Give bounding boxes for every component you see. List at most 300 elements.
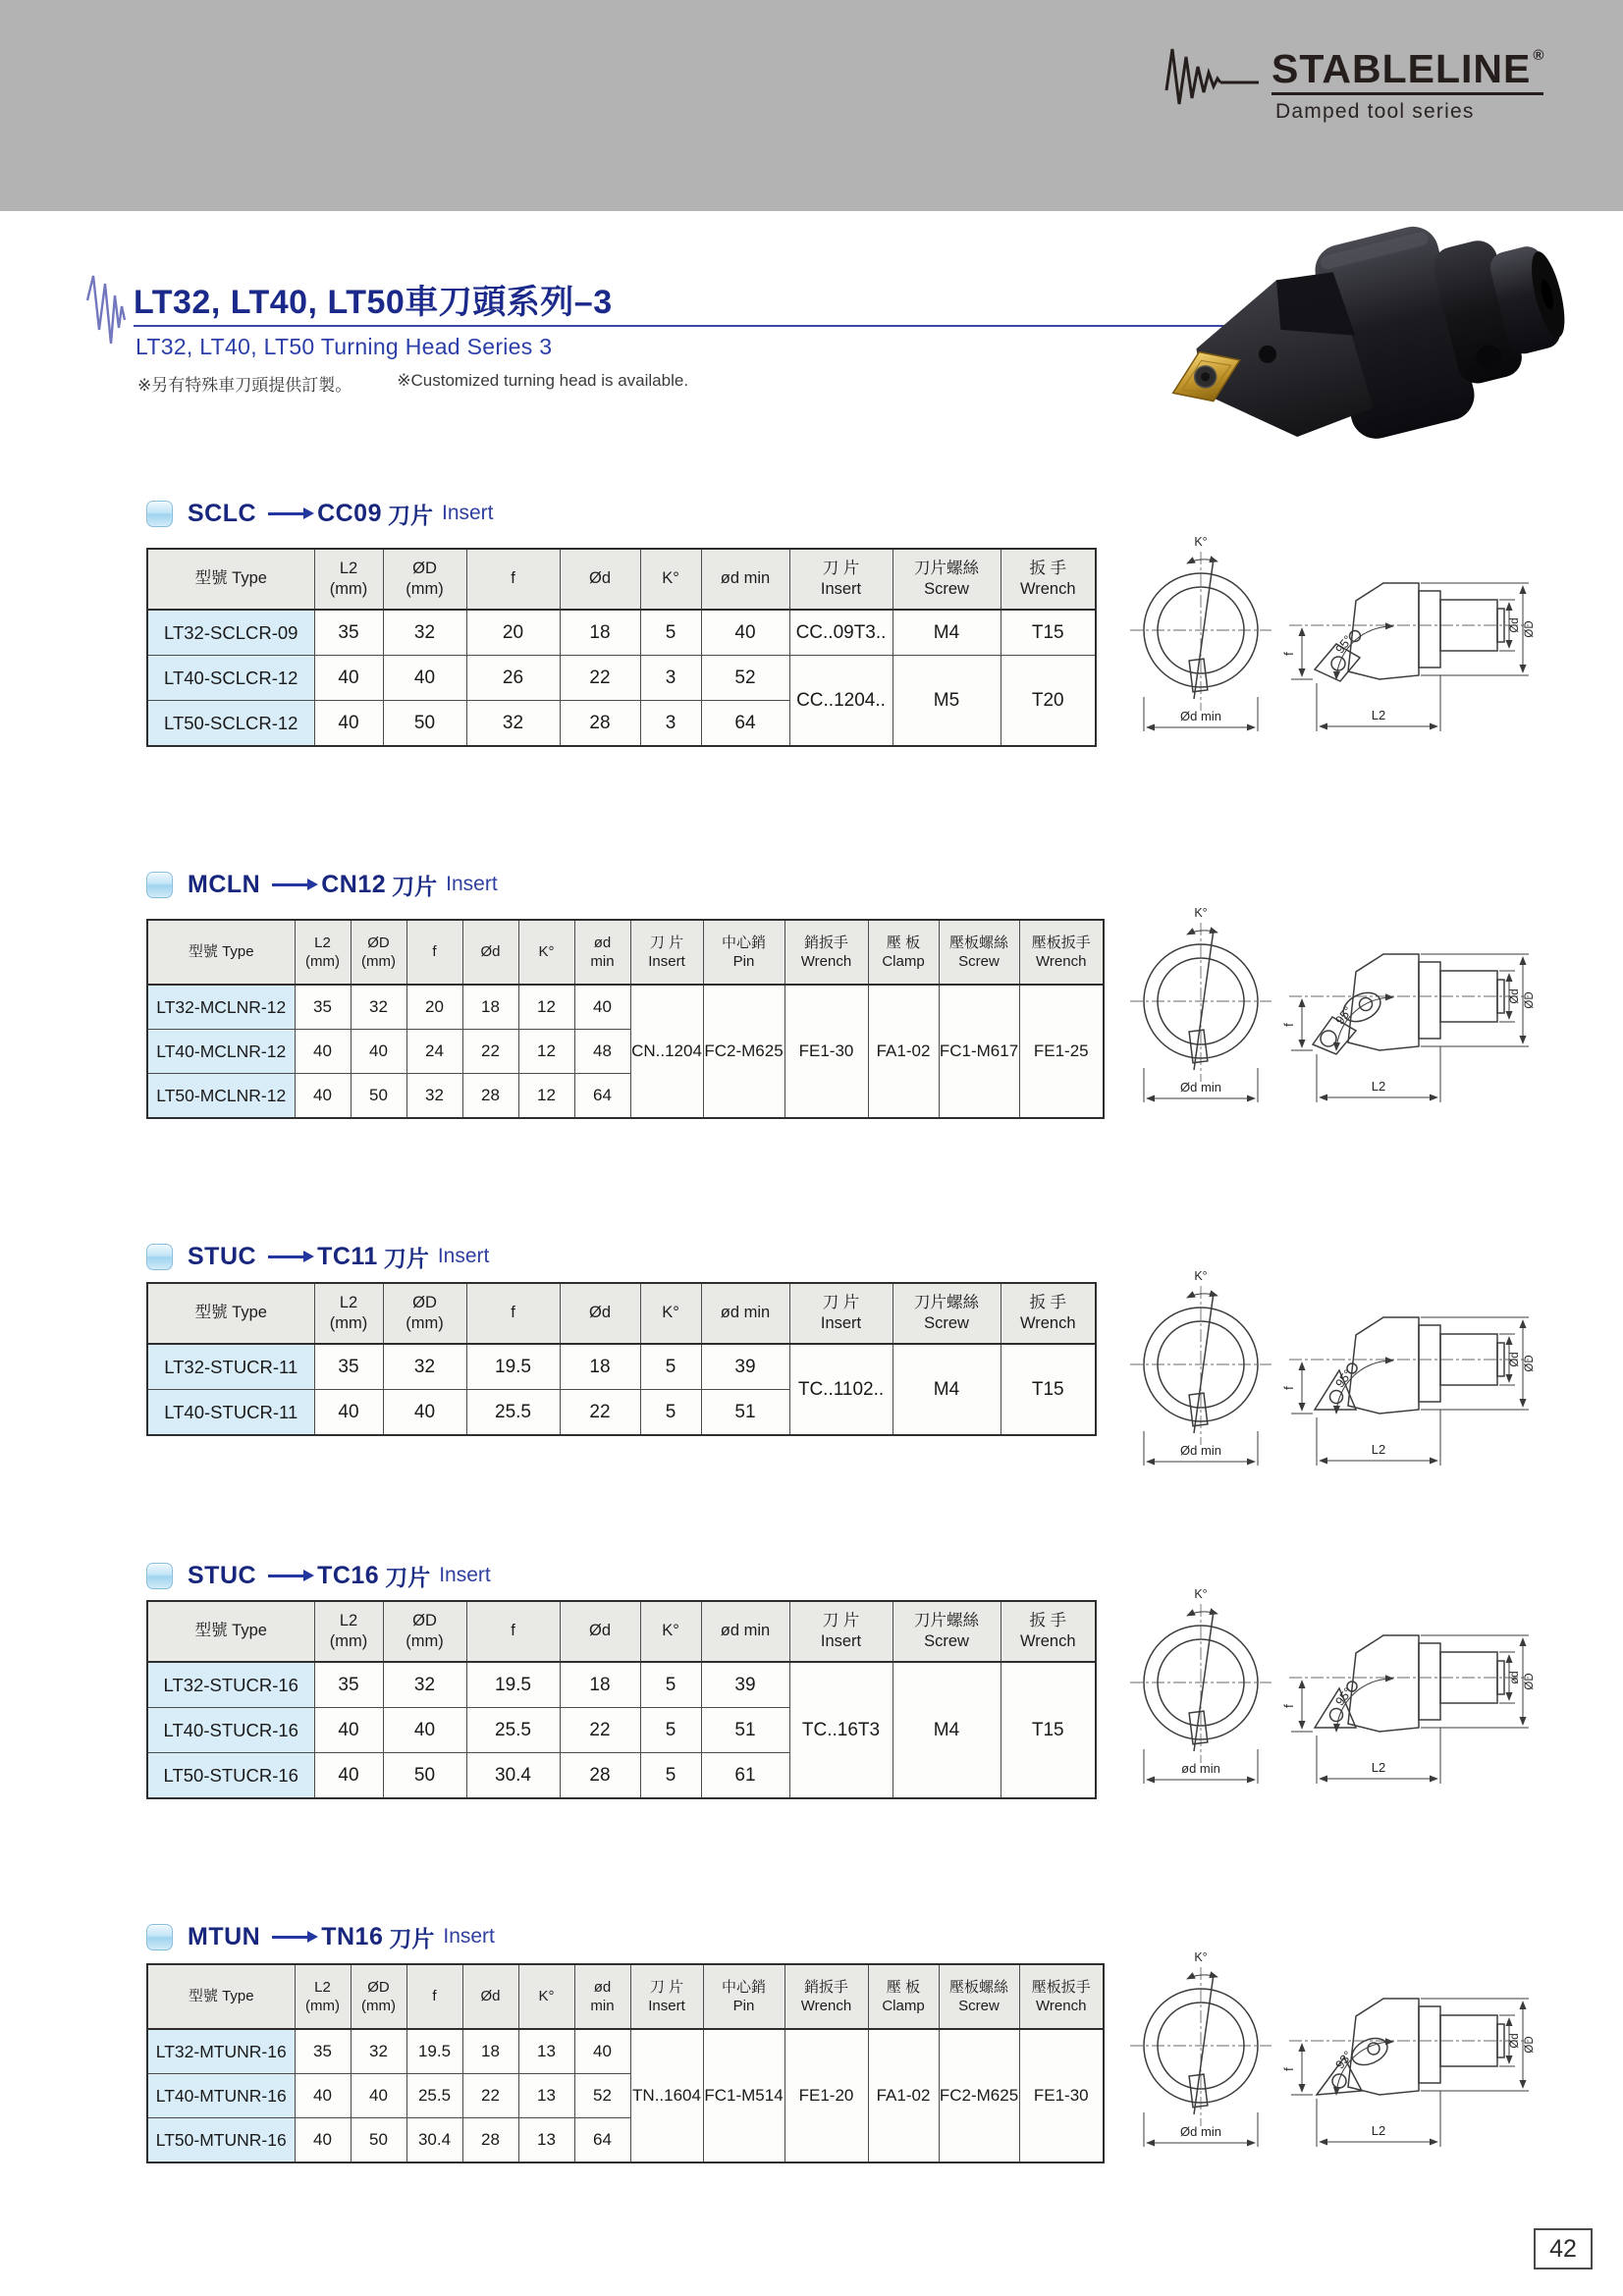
- cell-value: 50: [413, 712, 436, 733]
- cell-value: LT50-SCLCR-12: [164, 712, 298, 733]
- table-cell: [939, 985, 1019, 1118]
- section-insert-code: TC11: [317, 1242, 378, 1270]
- table-cell: [789, 1344, 893, 1435]
- section-bullet-icon: [146, 501, 173, 527]
- table-cell: [466, 701, 560, 747]
- table-cell: [701, 1344, 789, 1390]
- cell-value: 5: [665, 1764, 676, 1786]
- table-cell: [406, 2118, 462, 2163]
- section-insert-zh: 刀片: [385, 1564, 431, 1590]
- cell-value: LT40-STUCR-16: [163, 1719, 298, 1740]
- table-cell: [351, 1074, 406, 1119]
- table-cell: [466, 1708, 560, 1753]
- spec-table: [146, 1600, 1097, 1799]
- table-row: [147, 2029, 1104, 2074]
- section-tool-name: MTUN: [188, 1922, 261, 1950]
- cell-value: 18: [481, 997, 500, 1016]
- column-header-line: L2: [339, 1611, 358, 1629]
- cell-value: 32: [413, 1674, 436, 1695]
- column-header-line: Wrench: [1036, 1998, 1087, 2014]
- lead-angle-label: 95°: [1332, 1003, 1356, 1028]
- column-header: [295, 1964, 351, 2029]
- arrow-icon: [268, 1255, 305, 1258]
- f-label: f: [1281, 1386, 1296, 1390]
- column-header-line: Screw: [924, 1632, 969, 1650]
- table-cell: [560, 610, 640, 656]
- table-cell: [466, 610, 560, 656]
- column-header: [406, 1964, 462, 2029]
- cell-value: FC2-M625: [939, 2086, 1019, 2105]
- cell-value: 28: [589, 1764, 611, 1786]
- table-cell: [701, 656, 789, 701]
- sections-container: [146, 0, 1609, 2296]
- column-header-line: 型號 Type: [194, 1304, 267, 1322]
- table-cell: [314, 656, 383, 701]
- column-header-line: (mm): [361, 953, 396, 970]
- cell-value: 22: [589, 667, 611, 688]
- cell-value: 64: [593, 1086, 612, 1104]
- cell-value: LT50-MTUNR-16: [155, 2129, 287, 2150]
- table-cell: [295, 1074, 351, 1119]
- column-header: [939, 920, 1019, 985]
- column-header-line: (mm): [329, 1632, 368, 1650]
- cell-value: LT32-STUCR-16: [163, 1674, 298, 1695]
- column-header-line: Clamp: [882, 1998, 925, 2014]
- table-cell: [383, 701, 466, 747]
- oD-label: ØD: [1524, 2036, 1536, 2054]
- type-cell: [147, 610, 314, 656]
- oD-label: ØD: [1524, 1673, 1536, 1690]
- column-header: [518, 920, 574, 985]
- diagram-wrapper: [1103, 1948, 1540, 2159]
- cell-value: 52: [734, 667, 756, 688]
- table-cell: [701, 610, 789, 656]
- cell-value: FC1-M617: [939, 1041, 1019, 1060]
- cell-value: 13: [537, 2086, 556, 2105]
- cell-value: 40: [313, 1086, 332, 1104]
- column-header: [630, 1964, 703, 2029]
- column-header-line: K°: [538, 943, 555, 961]
- column-header-line: ød: [593, 1978, 612, 1996]
- column-header-line: Insert: [820, 580, 862, 598]
- section-insert-zh: 刀片: [392, 873, 438, 899]
- table-cell: [351, 985, 406, 1030]
- od-label: Ød: [1509, 2033, 1521, 2049]
- cell-value: 30.4: [417, 2130, 452, 2149]
- column-header-line: Screw: [958, 1998, 1000, 2014]
- column-header-line: Ød: [588, 1304, 611, 1322]
- table-cell: [295, 2118, 351, 2163]
- brand-name: STABLELINE: [1271, 46, 1532, 91]
- column-header-line: 壓板螺絲: [948, 1978, 1008, 1996]
- section-heading: [146, 1920, 495, 1953]
- column-header: [789, 549, 893, 610]
- column-header-line: L2: [339, 559, 358, 577]
- table-cell: [466, 1753, 560, 1799]
- table-cell: [560, 1708, 640, 1753]
- table-cell: [314, 1708, 383, 1753]
- cell-value: 35: [338, 621, 359, 643]
- f-label: f: [1281, 2067, 1296, 2071]
- cell-value: 40: [413, 1719, 436, 1740]
- column-header: [784, 1964, 868, 2029]
- table-cell: [560, 1662, 640, 1708]
- cell-value: 25.5: [417, 2086, 452, 2105]
- technical-drawing: [1103, 903, 1540, 1109]
- column-header-line: K°: [662, 1622, 679, 1640]
- technical-drawing: [1103, 1584, 1540, 1790]
- cell-value: 13: [537, 2042, 556, 2060]
- table-cell: [560, 656, 640, 701]
- table-cell: [574, 985, 630, 1030]
- column-header-line: (mm): [406, 1632, 444, 1650]
- diagram-wrapper: [1103, 1584, 1540, 1795]
- table-cell: [351, 1030, 406, 1074]
- table-wrapper: [146, 1282, 1097, 1436]
- brand-tagline: Damped tool series: [1275, 100, 1475, 123]
- column-header-line: Ød: [480, 1988, 501, 2005]
- cell-value: 13: [537, 2130, 556, 2149]
- column-header: [1001, 1283, 1096, 1344]
- cell-value: 40: [413, 667, 436, 688]
- table-cell: [1001, 1344, 1096, 1435]
- column-header-line: 壓 板: [886, 934, 921, 951]
- table-cell: [1019, 2029, 1104, 2163]
- cell-value: FE1-25: [1033, 1041, 1089, 1060]
- table-cell: [295, 1030, 351, 1074]
- section-insert-en: Insert: [437, 1245, 490, 1267]
- cell-value: 32: [413, 621, 436, 643]
- od-label: ød: [1509, 1671, 1521, 1684]
- cell-value: LT32-MTUNR-16: [155, 2041, 287, 2061]
- column-header-line: Ød: [588, 569, 611, 588]
- od-label: Ød: [1509, 1352, 1521, 1367]
- section-insert-code: CN12: [321, 870, 387, 898]
- cell-value: 22: [589, 1401, 611, 1422]
- cell-value: 40: [313, 2086, 332, 2105]
- table-cell: [314, 1344, 383, 1390]
- column-header-line: 刀 片: [649, 934, 684, 951]
- k-angle-label: K°: [1194, 535, 1208, 549]
- table-cell: [406, 985, 462, 1030]
- cell-value: 32: [413, 1356, 436, 1377]
- table-cell: [314, 1390, 383, 1436]
- oD-label: ØD: [1524, 991, 1536, 1009]
- column-header-line: 銷扳手: [803, 1978, 848, 1996]
- table-cell: [701, 1753, 789, 1799]
- cell-value: 50: [369, 1086, 388, 1104]
- column-header-line: Ød: [588, 1622, 611, 1640]
- column-header: [406, 920, 462, 985]
- section-insert-zh: 刀片: [383, 1245, 429, 1271]
- cell-value: 40: [369, 2086, 388, 2105]
- column-header: [703, 1964, 784, 2029]
- table-cell: [466, 1344, 560, 1390]
- table-cell: [560, 1753, 640, 1799]
- table-cell: [789, 610, 893, 656]
- table-cell: [466, 656, 560, 701]
- section-insert-en: Insert: [443, 1925, 495, 1948]
- cell-value: 12: [537, 1041, 556, 1060]
- column-header: [560, 1283, 640, 1344]
- table-cell: [383, 1344, 466, 1390]
- table-cell: [574, 2118, 630, 2163]
- column-header-line: (mm): [305, 1998, 340, 2014]
- arrow-icon: [268, 512, 305, 515]
- table-cell: [383, 610, 466, 656]
- table-cell: [1001, 656, 1096, 747]
- column-header-line: 刀片螺絲: [914, 559, 979, 577]
- table-cell: [630, 2029, 703, 2163]
- cell-value: 24: [425, 1041, 444, 1060]
- cell-value: 40: [338, 712, 359, 733]
- cell-value: 61: [734, 1764, 756, 1786]
- column-header: [630, 920, 703, 985]
- table-cell: [383, 1753, 466, 1799]
- column-header-line: Ød: [480, 943, 501, 961]
- column-header: [893, 1601, 1001, 1662]
- table-cell: [701, 1708, 789, 1753]
- f-label: f: [1281, 1023, 1296, 1027]
- cell-value: LT40-SCLCR-12: [164, 667, 298, 688]
- section-bullet-icon: [146, 1244, 173, 1270]
- cell-value: 20: [502, 621, 524, 643]
- cell-value: M4: [933, 621, 960, 643]
- table-cell: [518, 2029, 574, 2074]
- table-cell: [518, 985, 574, 1030]
- type-cell: [147, 701, 314, 747]
- type-cell: [147, 2074, 295, 2118]
- column-header: [147, 920, 295, 985]
- k-angle-label: K°: [1194, 906, 1208, 920]
- f-label: f: [1281, 1704, 1296, 1708]
- diagram-wrapper: [1103, 1266, 1540, 1477]
- column-header-line: Insert: [648, 953, 685, 970]
- column-header-line: ød min: [720, 569, 771, 588]
- cell-value: M4: [933, 1378, 960, 1400]
- column-header-line: ød min: [720, 1304, 771, 1322]
- table-cell: [518, 2074, 574, 2118]
- table-cell: [893, 1344, 1001, 1435]
- table-wrapper: [146, 1963, 1105, 2163]
- table-cell: [784, 2029, 868, 2163]
- column-header-line: f: [511, 1622, 515, 1640]
- cell-value: CC..1204..: [796, 689, 886, 711]
- column-header: [462, 920, 518, 985]
- registered-mark: ®: [1533, 47, 1544, 64]
- section-tool-name: STUC: [188, 1561, 257, 1589]
- table-cell: [314, 1753, 383, 1799]
- column-header: [784, 920, 868, 985]
- cell-value: FC2-M625: [704, 1041, 784, 1060]
- cell-value: T15: [1031, 621, 1064, 643]
- cell-value: 40: [338, 1719, 359, 1740]
- section-insert-en: Insert: [446, 873, 498, 895]
- arrow-icon: [272, 1936, 309, 1939]
- column-header: [466, 1283, 560, 1344]
- cell-value: 18: [589, 1674, 611, 1695]
- column-header: [939, 1964, 1019, 2029]
- note-zh: ※另有特殊車刀頭提供訂製。: [137, 376, 352, 395]
- cell-value: 28: [589, 712, 611, 733]
- table-cell: [518, 1074, 574, 1119]
- section-bullet-icon: [146, 1924, 173, 1950]
- arrow-icon: [272, 883, 309, 886]
- column-header-line: 中心銷: [721, 934, 766, 951]
- table-cell: [518, 2118, 574, 2163]
- cell-value: 32: [425, 1086, 444, 1104]
- table-row: [147, 1344, 1096, 1390]
- note-en: ※Customized turning head is available.: [397, 371, 689, 390]
- cell-value: 28: [481, 1086, 500, 1104]
- cell-value: 39: [734, 1674, 756, 1695]
- cell-value: 40: [413, 1401, 436, 1422]
- section-insert-code: CC09: [317, 499, 382, 527]
- column-header: [1019, 920, 1104, 985]
- column-header-line: f: [511, 569, 515, 588]
- column-header: [574, 1964, 630, 2029]
- column-header: [868, 1964, 939, 2029]
- column-header-line: 壓 板: [886, 1978, 921, 1996]
- column-header: [640, 1283, 701, 1344]
- table-cell: [560, 701, 640, 747]
- table-wrapper: [146, 548, 1097, 747]
- column-header: [1001, 549, 1096, 610]
- table-cell: [462, 1030, 518, 1074]
- column-header: [383, 1283, 466, 1344]
- k-angle-label: K°: [1194, 1587, 1208, 1601]
- table-cell: [701, 1662, 789, 1708]
- column-header: [466, 1601, 560, 1662]
- cell-value: 19.5: [417, 2042, 452, 2060]
- cell-value: TN..1604: [632, 2086, 701, 2105]
- cell-value: 40: [338, 1764, 359, 1786]
- column-header-line: 壓板扳手: [1031, 934, 1091, 951]
- cell-value: 30.4: [495, 1764, 531, 1786]
- table-cell: [701, 1390, 789, 1436]
- column-header: [701, 549, 789, 610]
- table-cell: [351, 2118, 406, 2163]
- cell-value: 32: [369, 2042, 388, 2060]
- section-insert-en: Insert: [441, 502, 494, 524]
- cell-value: FA1-02: [876, 2086, 931, 2105]
- column-header-line: (mm): [329, 1314, 368, 1332]
- cell-value: 35: [313, 997, 332, 1016]
- cell-value: 5: [665, 1719, 676, 1740]
- column-header-line: Screw: [924, 580, 969, 598]
- column-header: [518, 1964, 574, 2029]
- column-header-line: Insert: [648, 1998, 685, 2014]
- column-header-line: f: [432, 943, 437, 961]
- column-header-line: 中心銷: [721, 1978, 766, 1996]
- table-cell: [701, 701, 789, 747]
- od-label: Ød: [1509, 617, 1521, 633]
- table-wrapper: [146, 919, 1105, 1119]
- column-header-line: K°: [662, 569, 679, 588]
- table-cell: [868, 2029, 939, 2163]
- type-cell: [147, 1708, 314, 1753]
- cell-value: LT32-MCLNR-12: [156, 996, 287, 1017]
- table-cell: [574, 2029, 630, 2074]
- table-cell: [789, 656, 893, 747]
- table-row: [147, 985, 1104, 1030]
- column-header: [314, 1283, 383, 1344]
- table-cell: [703, 2029, 784, 2163]
- column-header: [462, 1964, 518, 2029]
- column-header-line: (mm): [406, 1314, 444, 1332]
- cell-value: 22: [481, 1041, 500, 1060]
- cell-value: 5: [665, 1356, 676, 1377]
- column-header-line: 刀片螺絲: [914, 1611, 979, 1629]
- table-cell: [560, 1390, 640, 1436]
- cell-value: 39: [734, 1356, 756, 1377]
- column-header-line: ød min: [720, 1622, 771, 1640]
- column-header: [1001, 1601, 1096, 1662]
- cell-value: 40: [593, 2042, 612, 2060]
- column-header-line: Wrench: [800, 1998, 852, 2014]
- column-header-line: (mm): [361, 1998, 396, 2014]
- table-cell: [640, 1344, 701, 1390]
- section-heading: [146, 1559, 491, 1592]
- technical-drawing: [1103, 1948, 1540, 2154]
- cell-value: 51: [734, 1401, 756, 1422]
- lead-angle-label: 95°: [1332, 1366, 1356, 1391]
- section-heading: [146, 497, 494, 530]
- cell-value: LT40-MCLNR-12: [156, 1041, 287, 1061]
- table-cell: [574, 1030, 630, 1074]
- table-cell: [574, 2074, 630, 2118]
- cell-value: CN..1204: [631, 1041, 702, 1060]
- table-cell: [406, 2074, 462, 2118]
- column-header: [701, 1601, 789, 1662]
- diagram-wrapper: [1103, 903, 1540, 1114]
- table-cell: [383, 1708, 466, 1753]
- cell-value: T15: [1031, 1719, 1064, 1740]
- oD-label: ØD: [1524, 620, 1536, 638]
- section-heading: [146, 868, 498, 901]
- column-header-line: ØD: [367, 1978, 390, 1996]
- cell-value: 40: [369, 1041, 388, 1060]
- column-header-line: (mm): [305, 953, 340, 970]
- column-header-line: 壓板螺絲: [948, 934, 1008, 951]
- table-cell: [466, 1662, 560, 1708]
- section-insert-zh: 刀片: [389, 1925, 435, 1951]
- table-cell: [383, 1662, 466, 1708]
- column-header-line: Pin: [732, 1998, 755, 2014]
- cell-value: 18: [481, 2042, 500, 2060]
- od-label: Ød: [1509, 988, 1521, 1004]
- table-cell: [640, 1390, 701, 1436]
- section-insert-code: TN16: [321, 1922, 384, 1950]
- table-cell: [351, 2074, 406, 2118]
- spec-table: [146, 1282, 1097, 1436]
- table-cell: [462, 2074, 518, 2118]
- column-header: [295, 920, 351, 985]
- type-cell: [147, 985, 295, 1030]
- cell-value: FA1-02: [876, 1041, 931, 1060]
- column-header-line: 扳 手: [1029, 559, 1067, 577]
- cell-value: 18: [589, 1356, 611, 1377]
- type-cell: [147, 2118, 295, 2163]
- cell-value: 35: [338, 1356, 359, 1377]
- column-header-line: f: [511, 1304, 515, 1322]
- title-waveform-icon: [82, 271, 126, 359]
- table-cell: [789, 1662, 893, 1798]
- cell-value: 40: [593, 997, 612, 1016]
- cell-value: 26: [502, 667, 524, 688]
- cell-value: 5: [665, 621, 676, 643]
- column-header-line: Wrench: [1019, 1314, 1076, 1332]
